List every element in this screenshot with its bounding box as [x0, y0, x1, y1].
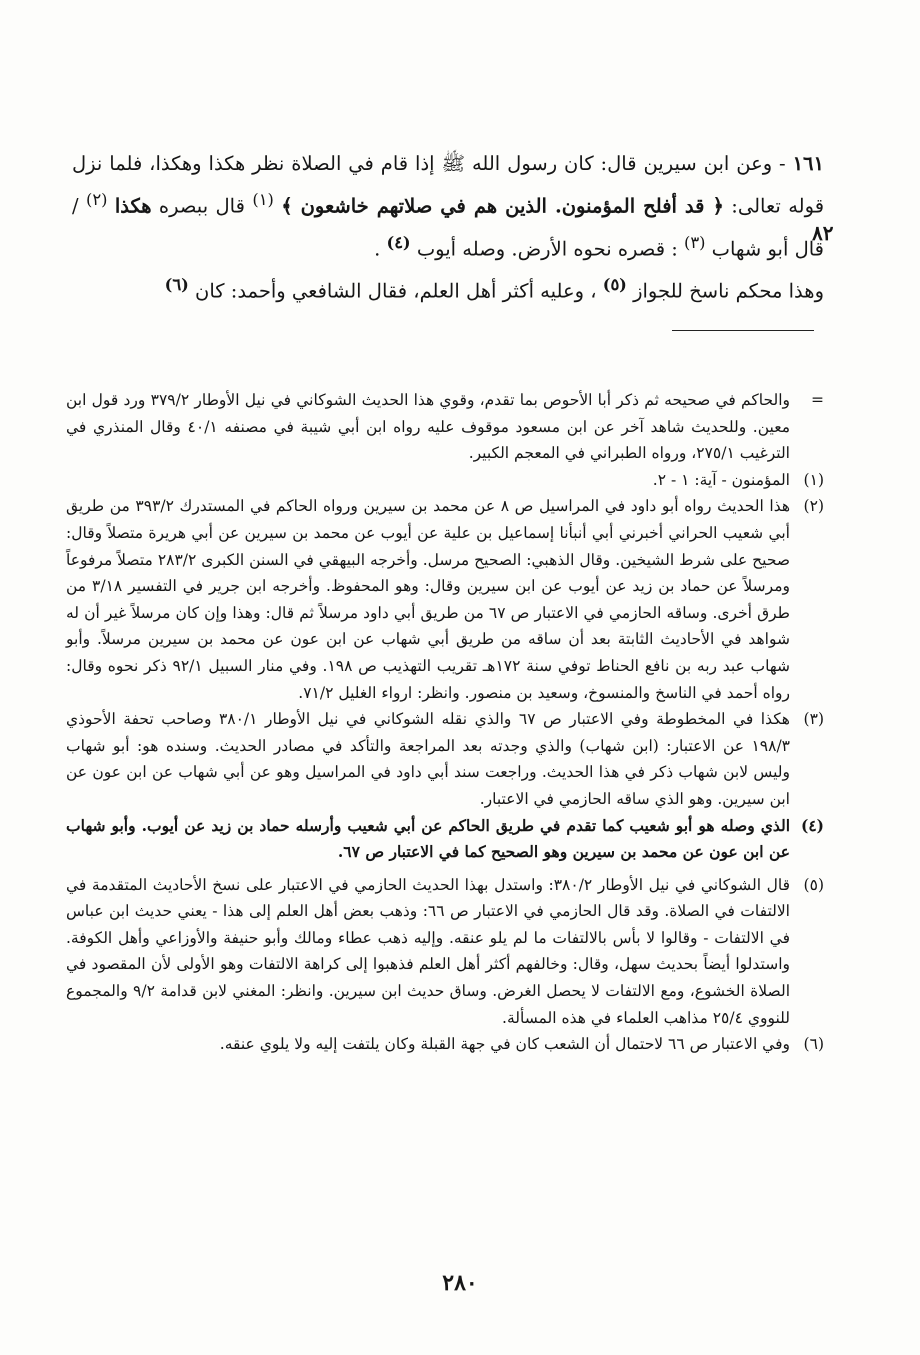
- footnote-marker: (١): [803, 470, 824, 489]
- footnote-text: وفي الاعتبار ص ٦٦ لاحتمال أن الشعب كان في جهة القبلة وكان يلتفت إليه ولا يلوي عنقه.: [219, 1035, 790, 1054]
- hadith-text-3: / قال أبو شهاب: [72, 194, 824, 260]
- footnote-separator: [672, 330, 814, 331]
- hadith-paragraph: ١٦١ - وعن ابن سيرين قال: كان رسول الله ﷺ إذا قام في الصلاة نظر هكذا وهكذا، فلما نزل قوله تعالى: ﴿ قد أفلح المؤمنون. الذين هم في صلاتهم خاشعون ﴾ $^{(١)}$ قال ببصره هكذا $^{(٢)}$ / قال أبو شهاب $^{(٣)}$ : قصره نحوه الأرض. وصله أيوب $^{(٤)}$ .: [72, 152, 825, 260]
- footnote-marker: =: [811, 391, 824, 409]
- footnote-marker: (٢): [803, 497, 824, 516]
- footnote-ref-6: (٦): [164, 275, 189, 294]
- hadith-number: ١٦١: [792, 152, 824, 175]
- footnote-3: [66, 706, 824, 812]
- footnote-ref-3: (٣): [684, 232, 706, 252]
- footnote-5: [66, 872, 824, 1032]
- commentary-text-1: وهذا محكم ناسخ للجواز: [633, 279, 824, 303]
- footnote-text: قال الشوكاني في نيل الأوطار ٣٨٠/٢: واستدل بهذا الحديث الحازمي في الاعتبار على نسخ الأحاديث المتقدمة في الالتفات في الصلاة. وقد قال الحازمي في الاعتبار ص ٦٦: وذهب بعض أهل العلم إلى هذا - يعني حديث ابن عباس في الالتفات - وقالوا لا بأس بالالتفات ما لم يلو عنقه. وإليه ذهب عطاء ومالك وأبو حنيفة والأوزاعي وأهل الكوفة. واستدلوا أيضاً بحديث سهل، وقال: وخالفهم أكثر أهل العلم فذهبوا إلى كراهة الالتفات وهو الأولى لأن المقصود في الصلاة الخشوع، ومع الالتفات لا يحصل الغرض. وساق حديث ابن سيرين. وانظر: المغني لابن قدامة ٩/٢ والمجموع للنووي ٢٥/٤ مذاهب العلماء في هذه المسألة.: [66, 875, 790, 1027]
- commentary-paragraph: [72, 267, 824, 310]
- footnotes: [66, 387, 824, 1058]
- footnote-text: والحاكم في صحيحه ثم ذكر أبا الأحوص بما تقدم، وقوي هذا الحديث الشوكاني في نيل الأوطار ٣٧٩/٢ ورد قول ابن معين. وللحديث شاهد آخر عن ابن مسعود موقوف عليه رواه ابن أبي شيبة في مصنفه ٤٠/١ وقال المنذري في الترغيب ٢٧٥/١، ورواه الطبراني في المعجم الكبير.: [66, 391, 790, 463]
- footnote-1: [66, 467, 824, 494]
- footnote-ref-4: (٤): [386, 232, 411, 252]
- footnote-ref-2: (٢): [85, 190, 108, 209]
- hadith-text-4: : قصره نحوه الأرض. وصله أيوب: [416, 237, 678, 260]
- footnote-text: المؤمنون - آية: ١ - ٢.: [652, 470, 790, 489]
- quran-verse: ﴿ قد أفلح المؤمنون. الذين هم في صلاتهم خاشعون ﴾: [281, 194, 724, 218]
- hadith-text-5: .: [374, 237, 381, 260]
- hadith-text-1: وعن ابن سيرين قال: كان رسول الله ﷺ إذا قام في الصلاة نظر هكذا وهكذا، فلما نزل قوله تعالى:: [72, 152, 825, 218]
- footnote-text: هكذا في المخطوطة وفي الاعتبار ص ٦٧ والذي نقله الشوكاني في نيل الأوطار ٣٨٠/١ وصاحب تحفة الأحوذي ١٩٨/٣ عن الاعتبار: (ابن شهاب) والذي وجدته بعد المراجعة والتأكد في مصادر الحديث. وسنده هو: أبو شهاب وليس لابن شهاب ذكر في هذا الحديث. وراجعت سند أبي داود في المراسيل وهو عن أبي شهاب عن ابن عون عن ابن سيرين. وهو الذي ساقه الحازمي في الاعتبار.: [66, 710, 790, 808]
- hadith-hakatha: هكذا: [114, 194, 152, 218]
- manuscript-folio-number: ٨٢: [812, 221, 834, 245]
- footnote-marker: (٤): [800, 815, 824, 835]
- footnote-text: هذا الحديث رواه أبو داود في المراسيل ص ٨ عن محمد بن سيرين ورواه الحاكم في المستدرك ٣٩٣/٢ من طريق أبي شعيب الحراني أخبرني أبي أنبأنا إسماعيل بن علية عن أيوب عن محمد بن سيرين عن أبي هريرة متصلاً وقال: صحيح على شرط الشيخين. وقال الذهبي: الصحيح مرسل. وأخرجه البيهقي في السنن الكبرى ٢٨٣/٢ متصلاً مرفوعاً ومرسلاً عن حماد بن زيد عن أيوب عن ابن سيرين وقال: وهو المحفوظ. وأخرجه ابن جرير في التفسير ٣/١٨ من طرق أخرى. وساقه الحازمي في الاعتبار ص ٦٧ من طريق أبي داود مرسلاً ثم قال: وهذا وإن كان مرسلاً غير أن له شواهد في الأحاديث الثابتة بعد أن ساقه من طريق أبي شهاب عن ابن عون عن محمد بن سيرين مرسلاً. وأبو شهاب عبد ربه بن نافع الحناط توفي سنة ١٧٢هـ تقريب التهذيب ص ١٩٨. وفي منار السبيل ٩٢/١ ذكر نحوه وقال: رواه أحمد في الناسخ والمنسوخ، وسعيد بن منصور. وانظر: ارواء الغليل ٧١/٢.: [66, 497, 790, 702]
- hadith-text-2: قال ببصره: [151, 194, 245, 218]
- main-text: [72, 146, 824, 310]
- footnote-marker: (٥): [803, 875, 824, 894]
- footnote-ref-1: (١): [252, 190, 274, 209]
- commentary-text-2: ، وعليه أكثر أهل العلم، فقال الشافعي وأحمد: كان: [195, 279, 597, 303]
- page-number: ٢٨٠: [442, 1270, 478, 1296]
- footnote-marker: (٦): [803, 1035, 824, 1054]
- footnote-6: [66, 1031, 824, 1058]
- footnote-marker: (٣): [803, 710, 824, 729]
- footnote-text: الذي وصله هو أبو شعيب كما تقدم في طريق الحاكم عن أبي شعيب وأرسله حماد بن زيد عن أيوب. وأبو شهاب عن ابن عون عن محمد بن سيرين وهو الصحيح كما في الاعتبار ص ٦٧.: [66, 815, 790, 862]
- footnote-4: [66, 813, 824, 866]
- footnote-2: [66, 493, 824, 706]
- footnote-continued: [66, 387, 824, 467]
- footnote-ref-5: (٥): [602, 275, 627, 294]
